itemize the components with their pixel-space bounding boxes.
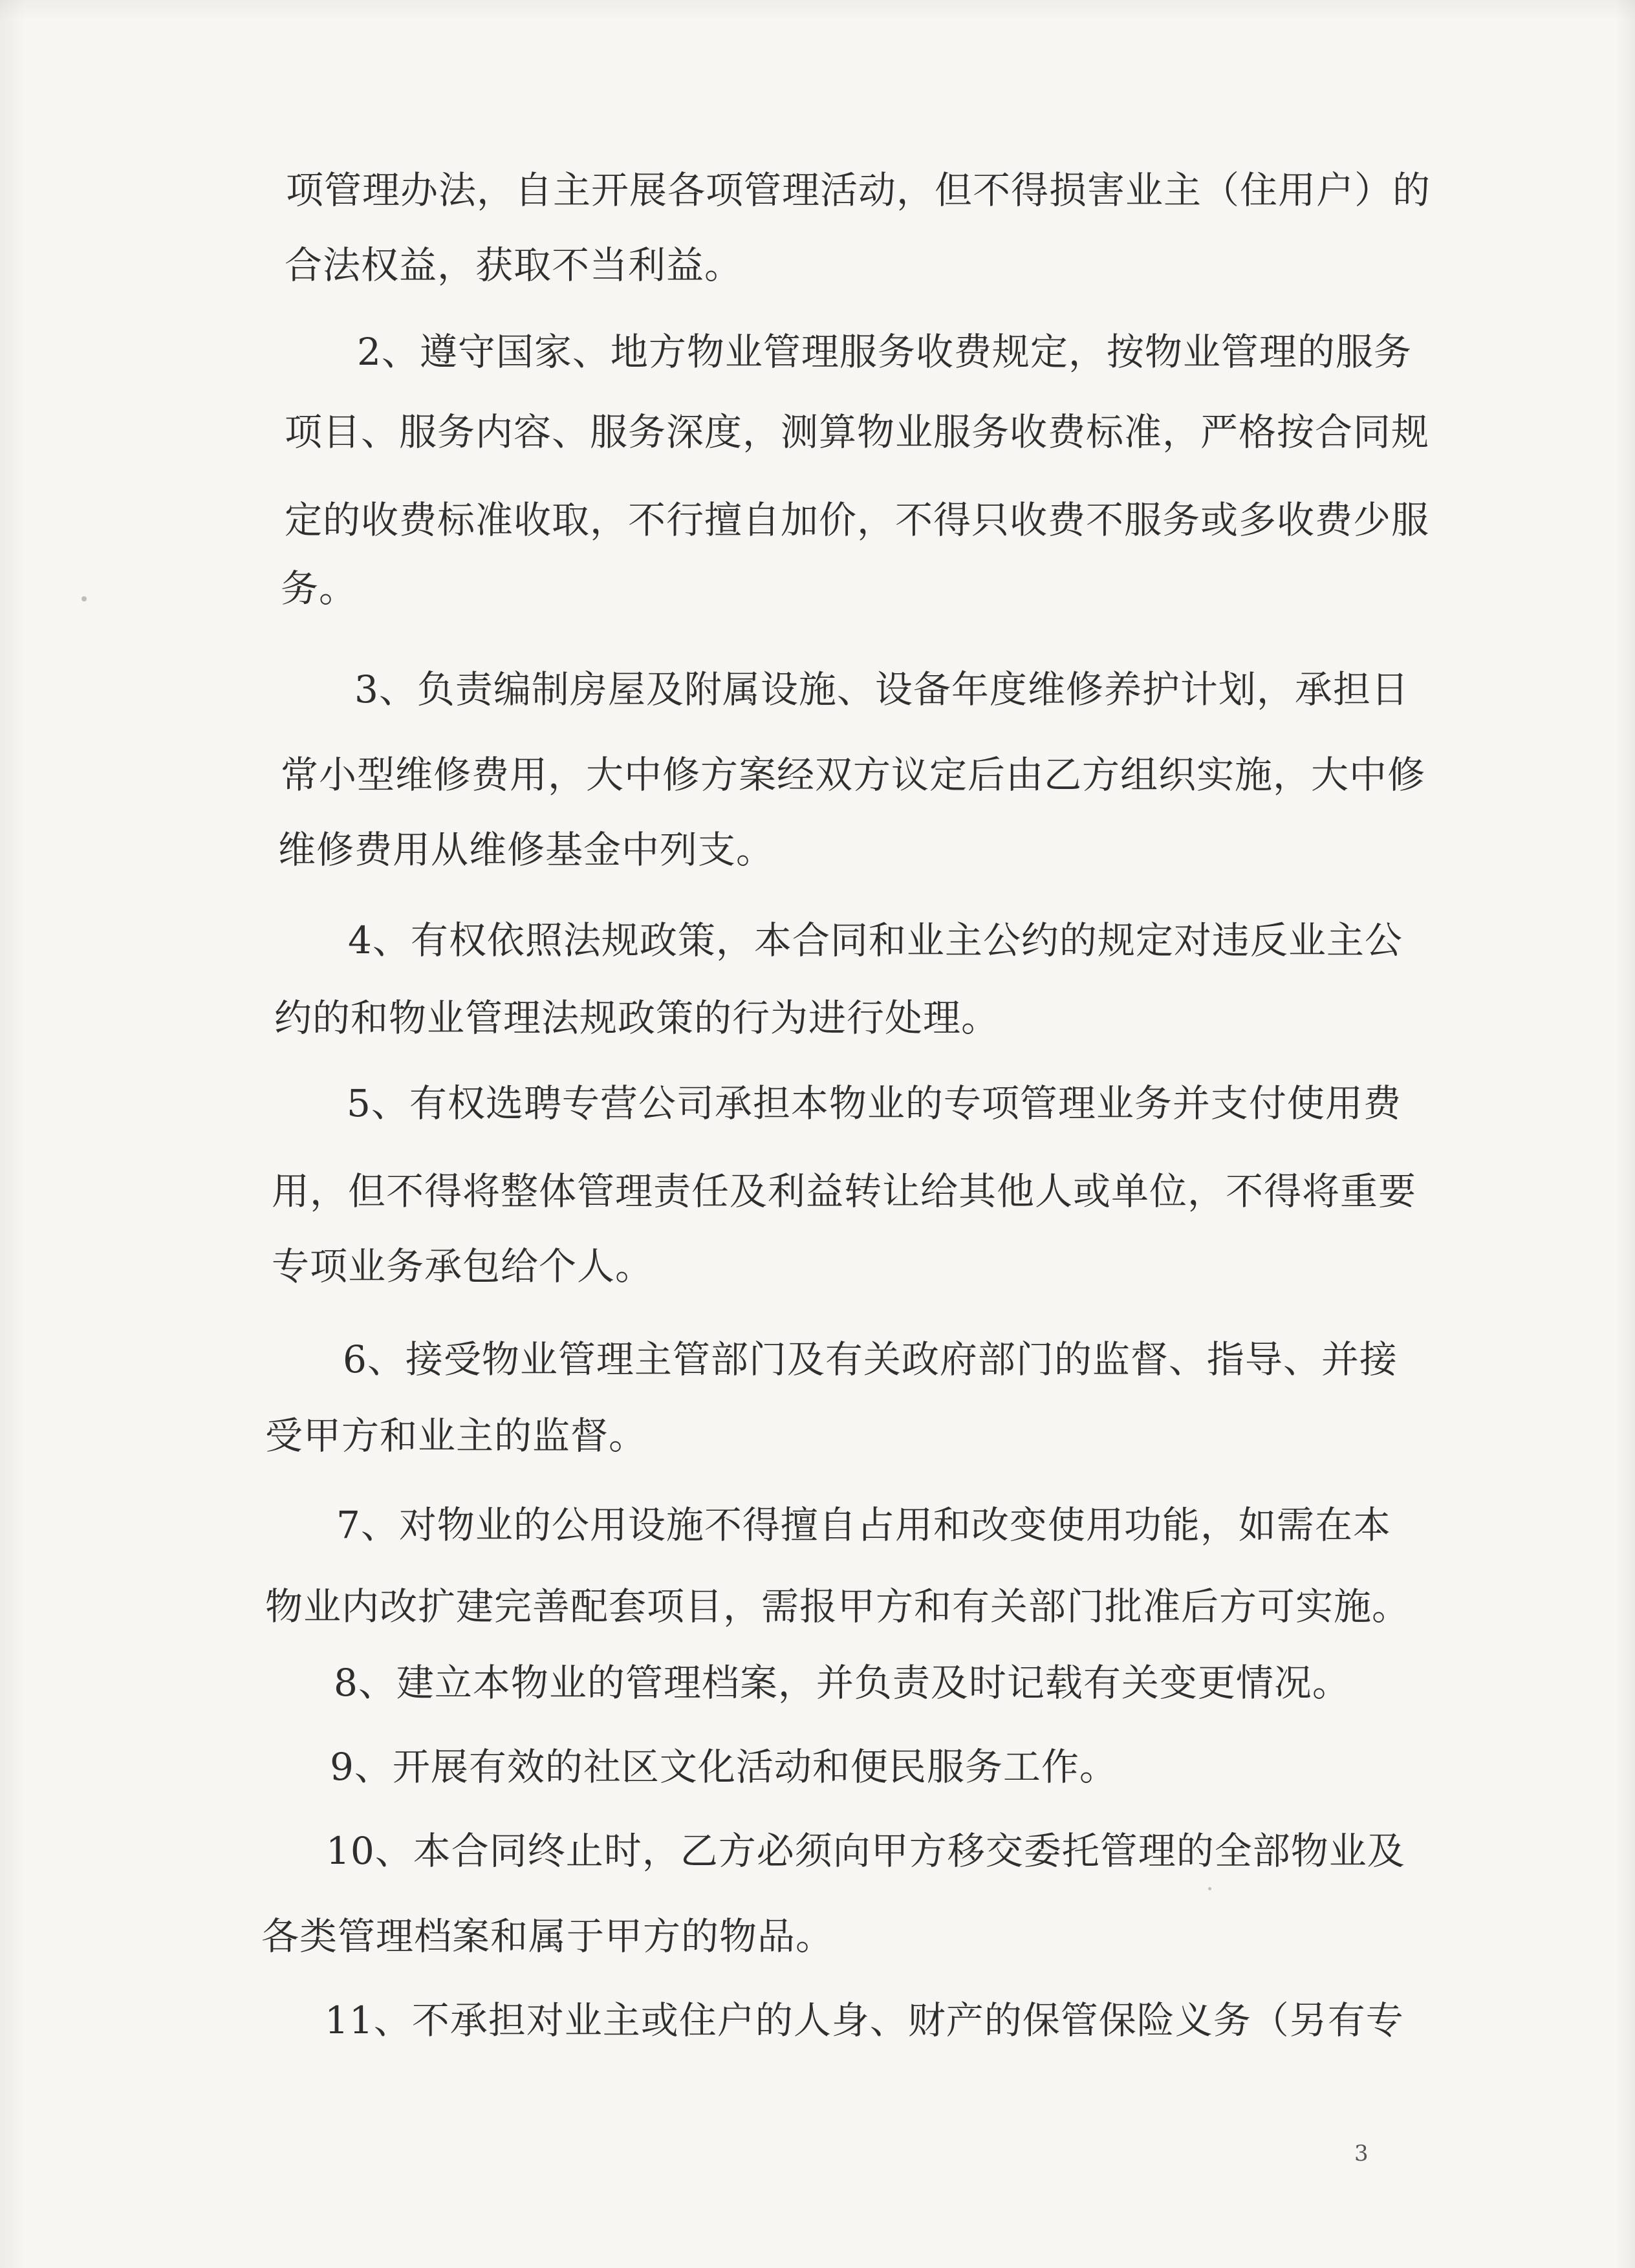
text-line-15: 6、接受物业管理主管部门及有关政府部门的监督、指导、并接: [343, 1337, 1398, 1381]
text-line-9: 维修费用从维修基金中列支。: [278, 828, 775, 872]
text-line-13: 用，但不得将整体管理责任及利益转让给其他人或单位，不得将重要: [272, 1169, 1417, 1213]
text-line-11: 约的和物业管理法规政策的行为进行处理。: [274, 996, 1000, 1040]
text-line-17: 7、对物业的公用设施不得擅自占用和改变使用功能，如需在本: [336, 1503, 1391, 1547]
text-line-21: 10、本合同终止时，乙方必须向甲方移交委托管理的全部物业及: [326, 1829, 1405, 1873]
text-line-4: 项目、服务内容、服务深度，测算物业服务收费标准，严格按合同规: [285, 410, 1430, 454]
text-line-1: 项管理办法，自主开展各项管理活动，但不得损害业主（住用户）的: [286, 168, 1431, 212]
text-line-20: 9、开展有效的社区文化活动和便民服务工作。: [330, 1745, 1118, 1789]
text-line-18: 物业内改扩建完善配套项目，需报甲方和有关部门批准后方可实施。: [265, 1584, 1411, 1628]
text-line-23: 11、不承担对业主或住户的人身、财产的保管保险义务（另有专: [325, 1998, 1404, 2042]
text-line-5: 定的收费标准收取，不行擅自加价，不得只收费不服务或多收费少服: [285, 498, 1430, 542]
text-line-3: 2、遵守国家、地方物业管理服务收费规定，按物业管理的服务: [357, 330, 1412, 374]
page-number: 3: [1354, 2141, 1369, 2166]
text-line-10: 4、有权依照法规政策，本合同和业主公约的规定对违反业主公: [348, 918, 1403, 962]
text-line-22: 各类管理档案和属于甲方的物品。: [261, 1914, 834, 1958]
text-line-6: 务。: [281, 567, 358, 610]
text-line-12: 5、有权选聘专营公司承担本物业的专项管理业务并支付使用费: [347, 1081, 1402, 1125]
scan-speck: [81, 596, 87, 601]
text-line-16: 受甲方和业主的监督。: [265, 1414, 647, 1458]
text-line-8: 常小型维修费用，大中修方案经双方议定后由乙方组织实施，大中修: [281, 753, 1426, 797]
text-line-19: 8、建立本物业的管理档案，并负责及时记载有关变更情况。: [334, 1661, 1350, 1705]
scan-speck: [1208, 1887, 1211, 1890]
text-line-14: 专项业务承包给个人。: [272, 1244, 654, 1288]
text-line-2: 合法权益，获取不当利益。: [285, 243, 743, 287]
text-line-7: 3、负责编制房屋及附属设施、设备年度维修养护计划，承担日: [354, 667, 1409, 711]
